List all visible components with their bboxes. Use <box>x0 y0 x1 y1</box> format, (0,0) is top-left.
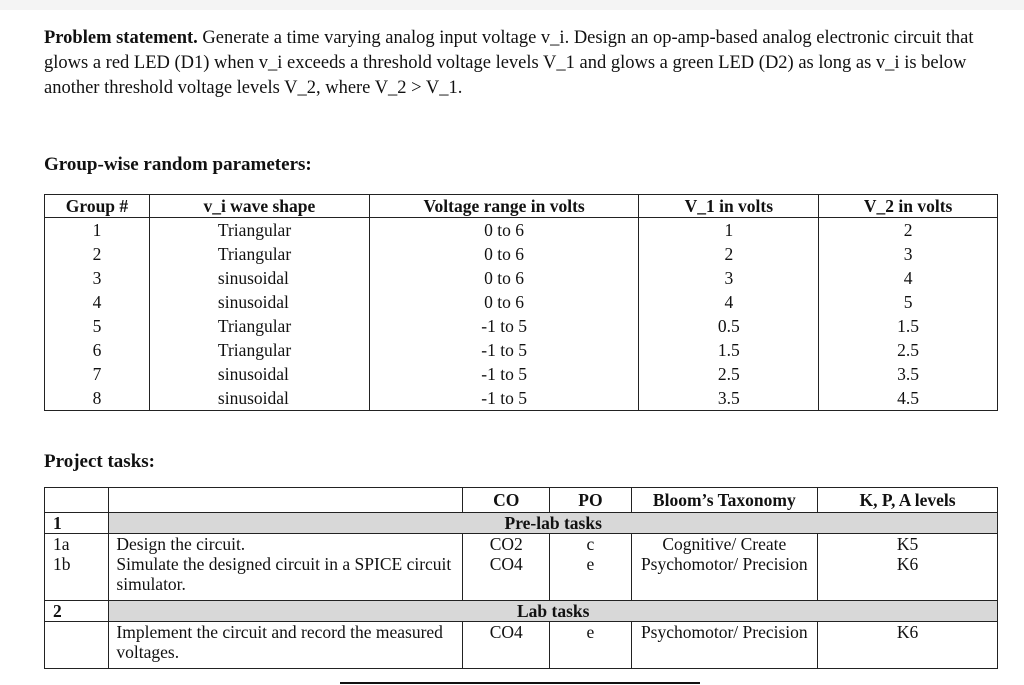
cell-range: 0 to 6 <box>369 266 639 290</box>
section-title: Pre-lab tasks <box>109 513 998 534</box>
cell-range: -1 to 5 <box>369 338 639 362</box>
task-kpa: K5 <box>818 534 998 555</box>
cell-group: 8 <box>92 388 102 408</box>
task-row-1b <box>45 554 998 601</box>
cell-wave: Triangular <box>149 218 369 243</box>
params-row <box>45 290 998 314</box>
cell-v2: 1.5 <box>819 314 998 338</box>
cell-v2: 3.5 <box>819 362 998 386</box>
cell-v2: 2.5 <box>819 338 998 362</box>
task-num: 1a <box>45 534 109 555</box>
top-strip <box>0 0 1024 10</box>
params-heading: Group-wise random parameters: <box>44 154 312 175</box>
cell-wave: Triangular <box>149 314 369 338</box>
cell-group: 4 <box>92 292 102 312</box>
problem-statement <box>44 26 994 101</box>
tasks-header-row <box>45 488 998 513</box>
task-kpa: K6 <box>818 554 998 601</box>
params-row <box>45 218 998 243</box>
cell-group: 2 <box>92 244 102 264</box>
params-row <box>45 242 998 266</box>
section-row-1 <box>45 513 998 534</box>
params-table <box>44 194 998 411</box>
task-po: e <box>550 554 631 601</box>
task-po: c <box>550 534 631 555</box>
cell-v1: 3.5 <box>639 386 819 411</box>
task-co: CO2 <box>463 534 550 555</box>
task-po: e <box>550 622 631 669</box>
section-title: Lab tasks <box>109 601 998 622</box>
tasks-table <box>44 487 998 669</box>
cell-wave: sinusoidal <box>149 362 369 386</box>
params-row <box>45 266 998 290</box>
cell-wave: sinusoidal <box>149 386 369 411</box>
cell-wave: Triangular <box>149 242 369 266</box>
problem-label: Problem statement. <box>44 28 198 48</box>
cell-v2: 3 <box>819 242 998 266</box>
cell-range: -1 to 5 <box>369 386 639 411</box>
task-row-1a <box>45 534 998 555</box>
header-blank-num <box>45 488 109 513</box>
cell-range: 0 to 6 <box>369 218 639 243</box>
task-kpa: K6 <box>818 622 998 669</box>
problem-text: Generate a time varying analog input voltage v_i. Design an op-amp-based analog electronic circuit that glows a red LED (D1) when v_i exceeds a threshold voltage levels V_1 and glows a green LED (D2) as long as v_i is below another threshold voltage levels V_2, where V_2 > V_1. <box>44 28 974 98</box>
params-header-row <box>45 195 998 218</box>
task-co: CO4 <box>463 622 550 669</box>
header-kpa: K, P, A levels <box>818 488 998 513</box>
task-bloom: Psychomotor/ Precision <box>631 622 818 669</box>
cell-wave: sinusoidal <box>149 266 369 290</box>
cell-range: 0 to 6 <box>369 242 639 266</box>
cell-group: 3 <box>92 268 102 288</box>
cell-wave: sinusoidal <box>149 290 369 314</box>
tasks-heading: Project tasks: <box>44 451 155 472</box>
section-num: 2 <box>45 601 109 622</box>
params-row <box>45 362 998 386</box>
cell-range: 0 to 6 <box>369 290 639 314</box>
bottom-rule <box>340 682 700 684</box>
cell-group: 6 <box>92 340 102 360</box>
task-num <box>45 622 109 669</box>
task-desc: Simulate the designed circuit in a SPICE circuit simulator. <box>109 554 463 601</box>
cell-v1: 3 <box>639 266 819 290</box>
task-desc: Implement the circuit and record the measured voltages. <box>109 622 463 669</box>
section-num: 1 <box>45 513 109 534</box>
cell-v2: 4 <box>819 266 998 290</box>
cell-group: 7 <box>92 364 102 384</box>
cell-v2: 2 <box>819 218 998 243</box>
col-header-group: Group # <box>45 195 150 218</box>
cell-range: -1 to 5 <box>369 362 639 386</box>
task-desc: Design the circuit. <box>109 534 463 555</box>
task-num: 1b <box>45 554 109 601</box>
cell-v2: 4.5 <box>819 386 998 411</box>
header-blank-desc <box>109 488 463 513</box>
col-header-range: Voltage range in volts <box>369 195 639 218</box>
cell-v2: 5 <box>819 290 998 314</box>
params-row <box>45 386 998 411</box>
cell-wave: Triangular <box>149 338 369 362</box>
cell-v1: 1.5 <box>639 338 819 362</box>
header-po: PO <box>550 488 631 513</box>
cell-v1: 2.5 <box>639 362 819 386</box>
params-row <box>45 314 998 338</box>
section-row-2 <box>45 601 998 622</box>
cell-v1: 2 <box>639 242 819 266</box>
task-co: CO4 <box>463 554 550 601</box>
cell-group: 1 <box>92 220 102 240</box>
col-header-v2: V_2 in volts <box>819 195 998 218</box>
col-header-wave: v_i wave shape <box>149 195 369 218</box>
cell-group: 5 <box>92 316 102 336</box>
cell-v1: 1 <box>639 218 819 243</box>
cell-v1: 0.5 <box>639 314 819 338</box>
task-bloom: Cognitive/ Create <box>631 534 818 555</box>
task-row-2 <box>45 622 998 669</box>
cell-range: -1 to 5 <box>369 314 639 338</box>
col-header-v1: V_1 in volts <box>639 195 819 218</box>
cell-v1: 4 <box>639 290 819 314</box>
header-bloom: Bloom’s Taxonomy <box>631 488 818 513</box>
params-row <box>45 338 998 362</box>
task-bloom: Psychomotor/ Precision <box>631 554 818 601</box>
header-co: CO <box>463 488 550 513</box>
